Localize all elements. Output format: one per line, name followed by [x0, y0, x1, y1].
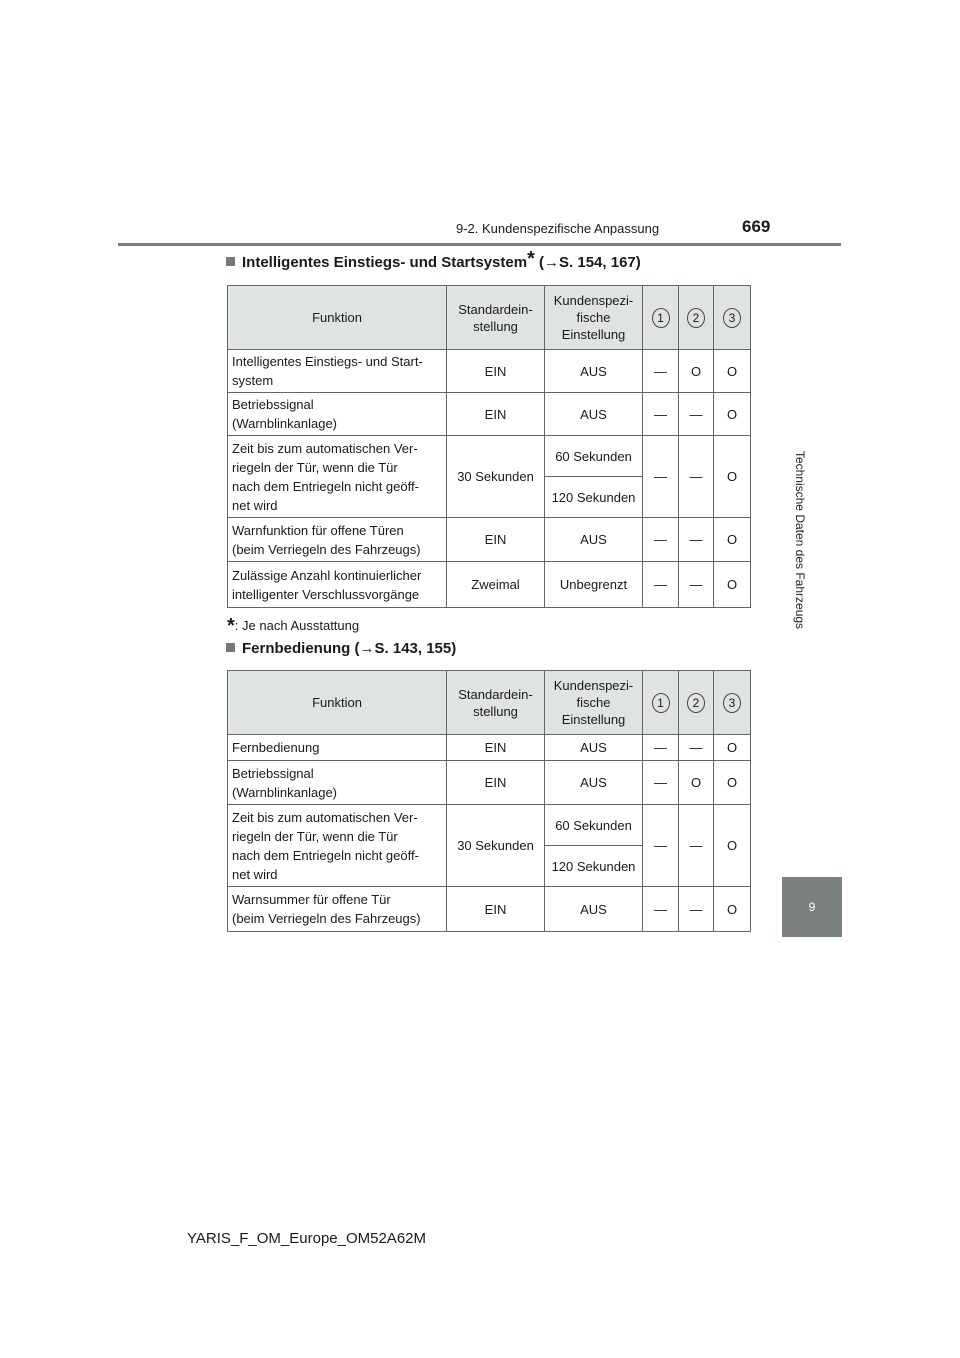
- footnote-asterisk: *: [227, 615, 235, 637]
- col-header-function: Funktion: [228, 286, 447, 350]
- col-header-method-1: [643, 671, 679, 735]
- table-row: Fernbedienung EIN AUS — — O: [228, 735, 751, 761]
- col-header-custom: Kundenspezi- fische Einstellung: [545, 671, 643, 735]
- section-heading-remote: [226, 640, 456, 657]
- table-row: Intelligentes Einstiegs- und Start- system EIN AUS — O O: [228, 350, 751, 393]
- page-number: 669: [742, 217, 771, 236]
- circled-three-icon: 3: [723, 693, 741, 713]
- col-header-method-1: [643, 286, 679, 350]
- header-section-title: 9-2. Kundenspezifische Anpassung: [456, 221, 660, 236]
- table-row: 120 Sekunden: [228, 846, 751, 887]
- col-header-custom: Kundenspezi- fische Einstellung: [545, 286, 643, 350]
- table-row: Warnfunktion für offene Türen (beim Verriegeln des Fahrzeugs) EIN AUS — — O: [228, 518, 751, 562]
- table-row: Betriebssignal (Warnblinkanlage) EIN AUS — O O: [228, 761, 751, 805]
- remote-settings-table: [227, 670, 751, 932]
- table-row: Zeit bis zum automatischen Ver- riegeln der Tür, wenn die Tür nach dem Entriegeln nicht geöff- net wird 30 Sekunden 60 Sekunden — — O: [228, 805, 751, 846]
- document-id: YARIS_F_OM_Europe_OM52A62M: [187, 1230, 426, 1247]
- circled-three-icon: 3: [723, 308, 741, 328]
- col-header-method-2: [679, 671, 714, 735]
- page-reference: (→S. 143, 155): [350, 640, 457, 657]
- asterisk-footnote-marker: *: [527, 248, 535, 270]
- section-title: Fernbedienung: [242, 640, 351, 657]
- section-title: Intelligentes Einstiegs- und Startsystem: [242, 254, 528, 271]
- circled-one-icon: 1: [652, 308, 670, 328]
- table-row: Betriebssignal (Warnblinkanlage) EIN AUS — — O: [228, 393, 751, 436]
- col-header-method-3: [714, 286, 751, 350]
- square-bullet-icon: [226, 257, 235, 266]
- circled-two-icon: 2: [687, 693, 705, 713]
- col-header-method-2: [679, 286, 714, 350]
- table-row: Warnsummer für offene Tür (beim Verriegeln des Fahrzeugs) EIN AUS — — O: [228, 887, 751, 932]
- page-reference: (→S. 154, 167): [534, 254, 641, 271]
- table-row: 120 Sekunden: [228, 477, 751, 518]
- col-header-default: Standardein- stellung: [447, 286, 545, 350]
- square-bullet-icon: [226, 643, 235, 652]
- table-row: Zeit bis zum automatischen Ver- riegeln der Tür, wenn die Tür nach dem Entriegeln nicht geöff- net wird 30 Sekunden 60 Sekunden — — O: [228, 436, 751, 477]
- col-header-method-3: [714, 671, 751, 735]
- keyless-settings-table: [227, 285, 751, 608]
- footnote-text: : Je nach Ausstattung: [234, 618, 360, 633]
- table-row: Zulässige Anzahl kontinuierlicher intelligenter Verschlussvorgänge Zweimal Unbegrenzt — — O: [228, 562, 751, 608]
- chapter-tab[interactable]: [782, 877, 842, 937]
- chapter-tab-number: 9: [808, 900, 816, 914]
- col-header-function: Funktion: [228, 671, 447, 735]
- col-header-default: Standardein- stellung: [447, 671, 545, 735]
- header-rule: [118, 243, 841, 246]
- side-chapter-label: Technische Daten des Fahrzeugs: [793, 450, 807, 630]
- table-header-row: [228, 671, 751, 735]
- circled-two-icon: 2: [687, 308, 705, 328]
- circled-one-icon: 1: [652, 693, 670, 713]
- section-heading-keyless: [226, 248, 641, 271]
- table-header-row: [228, 286, 751, 350]
- footnote: [227, 615, 359, 638]
